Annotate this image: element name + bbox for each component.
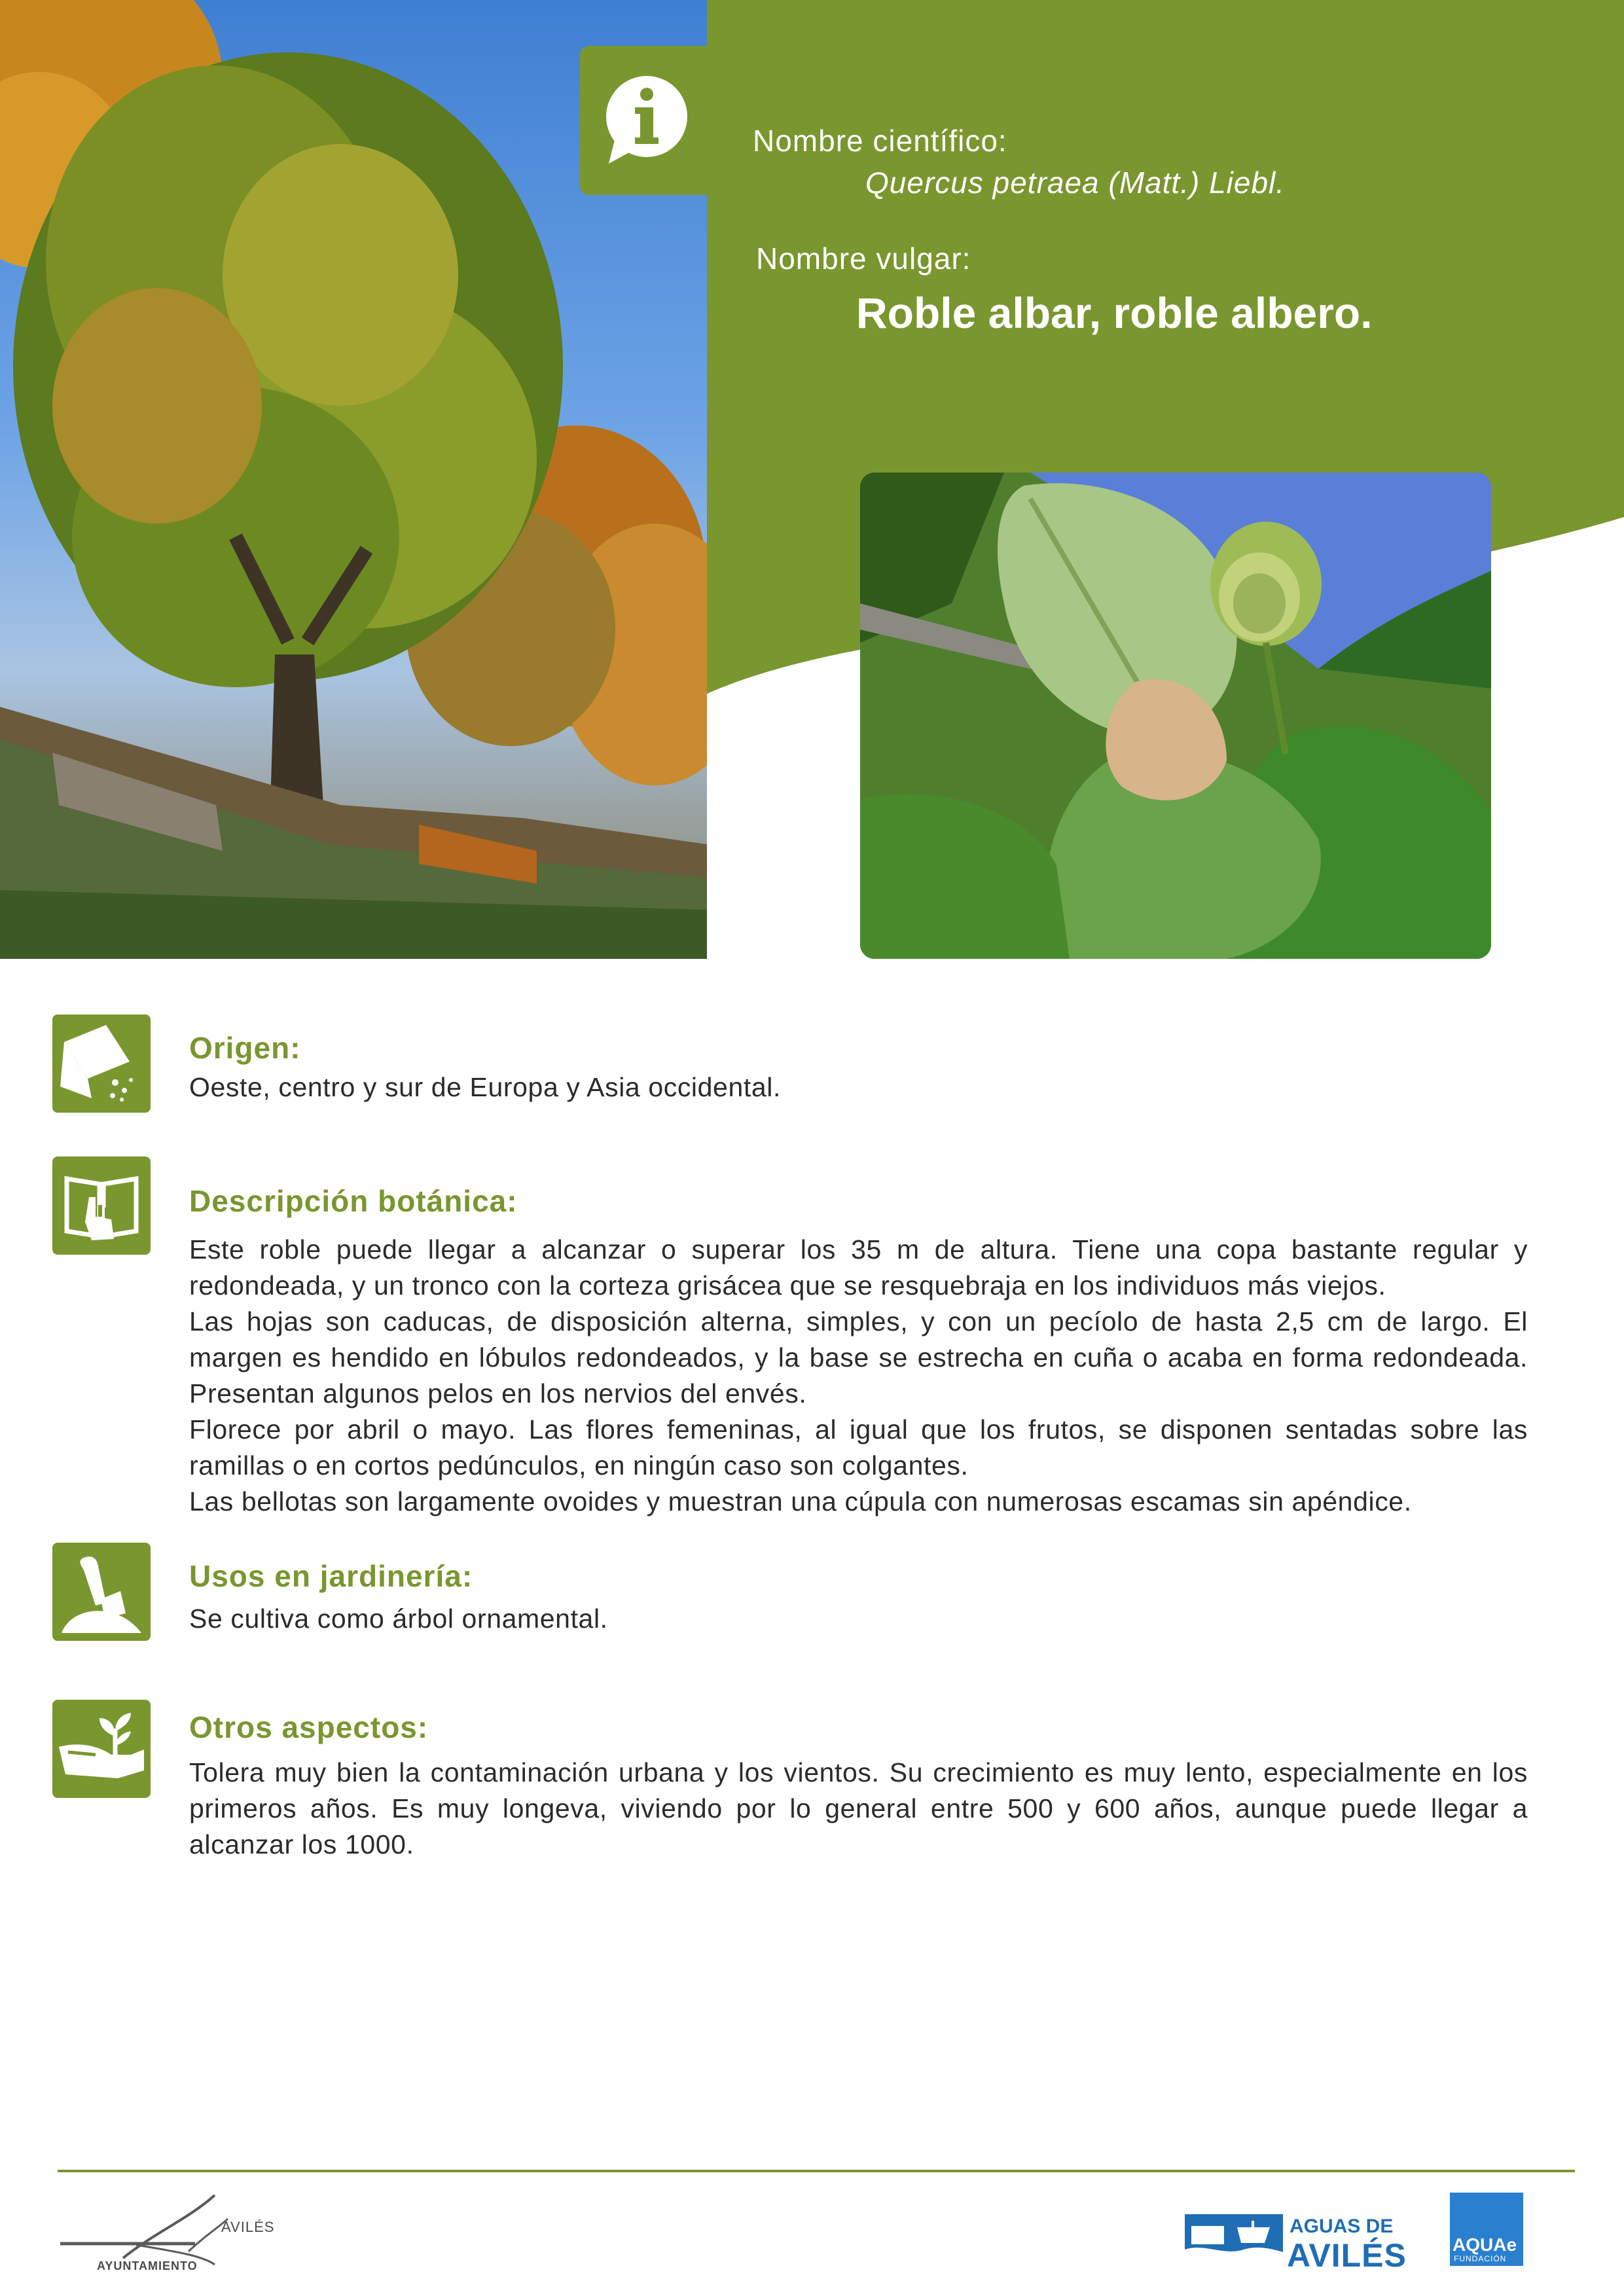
section-title-botanical: Descripción botánica: [189,1184,518,1218]
scientific-name-label: Nombre científico: [753,124,1007,158]
paragraph: Tolera muy bien la contaminación urbana y los vientos. Su crecimiento es muy lento, especialmente en los primeros años. Es muy longeva, viviendo por lo general entre 500 y 600 años, aunque puede llegar a alcanzar los 1000. [189,1757,1528,1859]
leaf-acorn-photo [860,473,1491,959]
paragraph: Se cultiva como árbol ornamental. [189,1604,608,1634]
footer-divider [58,2170,1575,2172]
botanical-icon-tile [52,1157,151,1255]
info-icon [601,72,693,170]
paragraph: Las bellotas son largamente ovoides y muestran una cúpula con numerosas escamas sin apéndice. [189,1486,1412,1516]
section-body-other [189,1755,1528,1863]
section-body-origin [189,1069,1528,1105]
paragraph: Florece por abril o mayo. Las flores femeninas, al igual que los frutos, se disponen sentadas sobre las ramillas o en cortos pedúnculos, en ningún caso son colgantes. [189,1414,1528,1480]
info-badge [580,46,708,195]
ayuntamiento-label: AYUNTAMIENTO [97,2259,198,2272]
aguas-top-text: AGUAS DE [1290,2215,1394,2237]
leaf-acorn-illustration [860,473,1491,959]
aquae-sub: FUNDACIÓN [1454,2254,1507,2263]
ayuntamiento-aviles-logo [58,2179,280,2278]
scientific-name: Quercus petraea (Matt.) Liebl. [865,166,1286,200]
paragraph: Oeste, centro y sur de Europa y Asia occidental. [189,1072,781,1102]
other-icon-tile [52,1700,151,1798]
common-name-label: Nombre vulgar: [756,242,971,276]
section-body-botanical [189,1232,1528,1520]
origin-icon-tile [52,1014,151,1113]
section-title-other: Otros aspectos: [189,1710,429,1744]
section-title-gardening: Usos en jardinería: [189,1559,473,1593]
aguas-de-aviles-logo [1185,2214,1407,2274]
aquae-name: AQUAe [1453,2234,1517,2255]
seed-bag-icon [52,1014,151,1113]
section-title-origin: Origen: [189,1031,301,1065]
gardening-icon-tile [52,1543,151,1641]
hand-plant-icon [52,1700,151,1798]
aquae-fundacion-logo [1450,2193,1523,2266]
paragraph: Este roble puede llegar a alcanzar o superar los 35 m de altura. Tiene una copa bastante regular y redondeada, y un tronco con la corteza grisácea que se resquebraja en los individuos más viejos. [189,1234,1528,1300]
section-body-gardening [189,1601,1528,1637]
aguas-bottom-text: AVILÉS [1287,2237,1407,2274]
paragraph: Las hojas son caducas, de disposición alterna, simples, y con un pecíolo de hasta 2,5 cm de largo. El margen es hendido en lóbulos redondeados, y la base se estrecha en cuña o acaba en forma redondeada. Presentan algunos pelos en los nervios del envés. [189,1306,1528,1408]
ayuntamiento-city: AVILÉS [221,2219,275,2235]
common-name: Roble albar, roble albero. [856,289,1373,337]
book-hand-icon [52,1157,151,1255]
trowel-icon [52,1543,151,1641]
ship-wave-icon [1185,2214,1283,2270]
